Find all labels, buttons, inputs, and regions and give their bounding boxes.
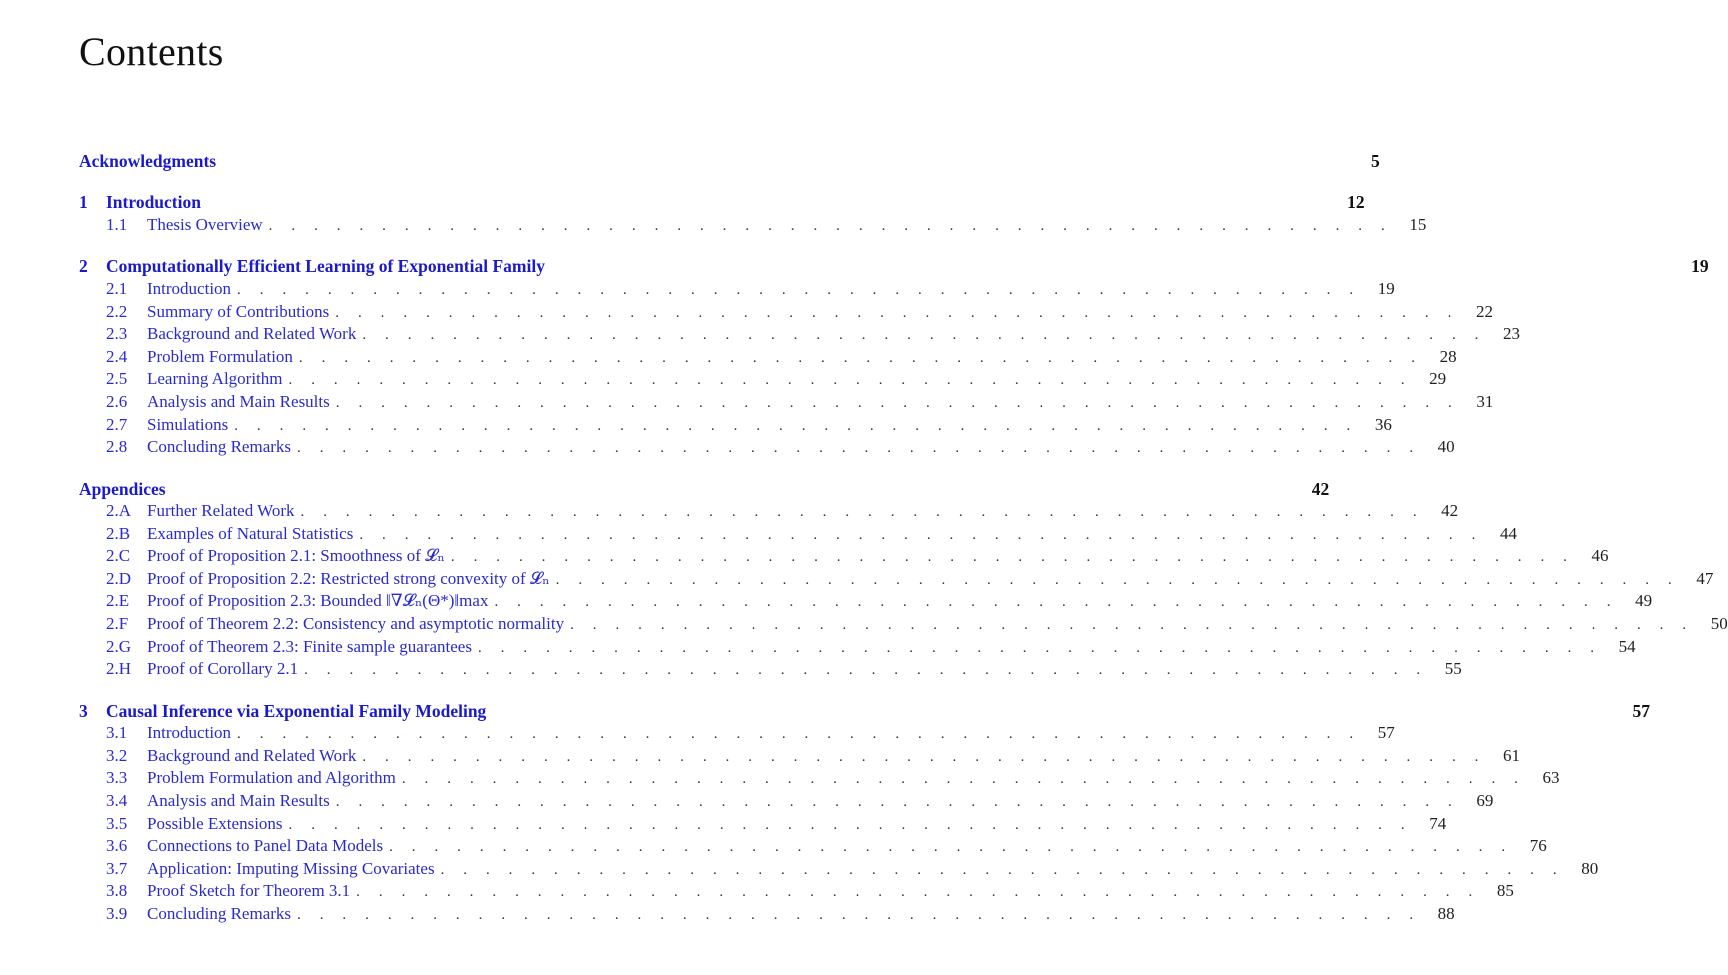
toc-entry-acknowledgments[interactable]	[79, 150, 1380, 173]
toc-section-title[interactable]: Proof of Corollary 2.1	[147, 659, 299, 679]
toc-section-number: 3.8	[106, 881, 128, 901]
toc-section-title[interactable]: Background and Related Work	[147, 745, 357, 765]
dot-leader: . . . . . . . . . . . . . . . . . . . . . . . . . . . . . . . . . . . . . . . . . . . . . . . . . .	[288, 816, 1413, 833]
dot-leader: . . . . . . . . . . . . . . . . . . . . . . . . . . . . . . . . . . . . . . . . . . . . . . . . . .	[440, 861, 1565, 878]
toc-section-number: 3.5	[106, 813, 128, 833]
dot-leader: . . . . . . . . . . . . . . . . . . . . . . . . . . . . . . . . . . . . . . . . . . . . . . . . . .	[401, 771, 1526, 788]
toc-section-title[interactable]: Background and Related Work	[147, 324, 357, 344]
toc-section-number: 3.3	[106, 768, 128, 788]
toc-section-number: 2.B	[106, 523, 131, 543]
toc-section-page[interactable]: 19	[1377, 278, 1395, 298]
toc-section-title[interactable]: Thesis Overview	[147, 214, 263, 234]
toc-section-number: 3.2	[106, 745, 128, 765]
toc-section-title[interactable]: Problem Formulation and Algorithm	[147, 768, 396, 788]
dot-leader: . . . . . . . . . . . . . . . . . . . . . . . . . . . . . . . . . . . . . . . . . . . . . . . . . .	[300, 504, 1425, 521]
toc-section-title[interactable]: Proof of Theorem 2.2: Consistency and asymptotic normality	[147, 614, 565, 634]
toc-section-title[interactable]: Examples of Natural Statistics	[147, 523, 354, 543]
dot-leader: . . . . . . . . . . . . . . . . . . . . . . . . . . . . . . . . . . . . . . . . . . . . . . . . . .	[298, 349, 1423, 366]
toc-section-title[interactable]: Connections to Panel Data Models	[147, 836, 384, 856]
dot-leader: . . . . . . . . . . . . . . . . . . . . . . . . . . . . . . . . . . . . . . . . . . . . . . . . . .	[237, 281, 1361, 298]
toc-section-page[interactable]: 44	[1499, 523, 1517, 543]
dot-leader: . . . . . . . . . . . . . . . . . . . . . . . . . . . . . . . . . . . . . . . . . . . . . . . . . .	[288, 372, 1413, 389]
toc-chapter-page[interactable]: 12	[1347, 192, 1365, 213]
toc-entry-title[interactable]: Acknowledgments	[79, 151, 217, 171]
toc-section-number: 2.8	[106, 437, 128, 457]
dot-leader: . . . . . . . . . . . . . . . . . . . . . . . . . . . . . . . . . . . . . . . . . . . . . . . . . .	[362, 748, 1487, 765]
toc-section-number: 2.4	[106, 346, 128, 366]
toc-section-number: 2.A	[106, 501, 132, 521]
toc-section-page[interactable]: 85	[1496, 881, 1514, 901]
dot-leader: . . . . . . . . . . . . . . . . . . . . . . . . . . . . . . . . . . . . . . . . . . . . . . . . . .	[555, 571, 1680, 588]
dot-leader: . . . . . . . . . . . . . . . . . . . . . . . . . . . . . . . . . . . . . . . . . . . . . . . . . .	[234, 417, 1358, 434]
toc-section-page[interactable]: 46	[1591, 546, 1609, 566]
toc-section-title[interactable]: Proof of Proposition 2.3: Bounded ‖∇𝓛ₙ(Θ*)‖max	[147, 591, 489, 611]
dot-leader: . . . . . . . . . . . . . . . . . . . . . . . . . . . . . . . . . . . . . . . . . . . . . . . . . .	[297, 907, 1421, 923]
toc-section-title[interactable]: Possible Extensions	[147, 813, 283, 833]
dot-leader: . . . . . . . . . . . . . . . . . . . . . . . . . . . . . . . . . . . . . . . . . . . . . . . . . .	[356, 884, 1480, 901]
toc-section[interactable]	[79, 880, 1514, 903]
toc-section-number: 3.6	[106, 836, 128, 856]
toc-section-number: 2.7	[106, 414, 128, 434]
toc-section-title[interactable]: Proof Sketch for Theorem 3.1	[147, 881, 351, 901]
toc-section-page[interactable]: 57	[1377, 723, 1395, 743]
toc-section[interactable]	[79, 323, 1521, 346]
toc-section[interactable]	[79, 745, 1521, 768]
toc-section[interactable]	[79, 722, 1395, 745]
toc-chapter-number: 1	[79, 192, 88, 213]
toc-section-number: 2.D	[106, 568, 132, 588]
toc-section[interactable]	[79, 858, 1599, 881]
page-title: Contents	[79, 29, 224, 74]
toc-section-page[interactable]: 54	[1618, 636, 1636, 656]
toc-section-number: 2.H	[106, 659, 132, 679]
dot-leader: . . . . . . . . . . . . . . . . . . . . . . . . . . . . . . . . . . . . . . . . . . . . . . . . . .	[450, 549, 1575, 566]
toc-section[interactable]	[79, 278, 1395, 301]
toc-section-page[interactable]: 88	[1437, 904, 1455, 923]
toc-section-page[interactable]: 76	[1529, 836, 1547, 856]
toc-section[interactable]	[79, 568, 1714, 591]
toc-entry-page[interactable]: 42	[1311, 478, 1330, 499]
toc-section[interactable]	[79, 590, 1653, 613]
toc-section-title[interactable]: Introduction	[147, 278, 232, 298]
toc-section-title[interactable]: Concluding Remarks	[147, 437, 292, 457]
toc-section-page[interactable]: 29	[1429, 369, 1447, 389]
toc-section[interactable]	[79, 790, 1494, 813]
toc-section-page[interactable]: 55	[1444, 659, 1462, 679]
toc-section-page[interactable]: 36	[1374, 414, 1392, 434]
toc-section-title[interactable]: Further Related Work	[147, 501, 295, 521]
dot-leader: . . . . . . . . . . . . . . . . . . . . . . . . . . . . . . . . . . . . . . . . . . . . . . . . . .	[359, 526, 1483, 543]
toc-section[interactable]	[79, 214, 1427, 237]
dot-leader: . . . . . . . . . . . . . . . . . . . . . . . . . . . . . . . . . . . . . . . . . . . . . . . . . .	[268, 217, 1393, 234]
toc-section-title[interactable]: Application: Imputing Missing Covariates	[147, 858, 435, 878]
toc-chapter-page[interactable]: 19	[1691, 256, 1709, 277]
toc-section-number: 2.2	[106, 301, 128, 321]
toc-section[interactable]	[79, 391, 1494, 414]
dot-leader: . . . . . . . . . . . . . . . . . . . . . . . . . . . . . . . . . . . . . . . . . . . . . . . . . .	[570, 617, 1694, 634]
toc-section[interactable]	[79, 636, 1636, 659]
toc-chapter-number: 2	[79, 256, 88, 277]
toc-section[interactable]	[79, 414, 1392, 437]
toc-section-page[interactable]: 15	[1409, 214, 1427, 234]
toc-chapter-title[interactable]: Causal Inference via Exponential Family Modeling	[106, 700, 487, 721]
toc-chapter-number: 3	[79, 700, 88, 721]
dot-leader: . . . . . . . . . . . . . . . . . . . . . . . . . . . . . . . . . . . . . . . . . . . . . . . . . .	[335, 304, 1459, 321]
toc-entry-title[interactable]: Appendices	[79, 478, 166, 499]
toc-section[interactable]	[79, 368, 1447, 391]
toc-section[interactable]	[79, 767, 1560, 790]
toc-section-number: 2.C	[106, 546, 131, 566]
toc-section-title[interactable]: Proof of Proposition 2.1: Smoothness of 𝓛ₙ	[147, 546, 445, 566]
toc-chapter-2[interactable]	[79, 255, 1709, 278]
toc-section-title[interactable]: Proof of Proposition 2.2: Restricted strong convexity of 𝓛ₙ	[147, 568, 550, 588]
toc-section-title[interactable]: Proof of Theorem 2.3: Finite sample guarantees	[147, 636, 472, 656]
toc-section-page[interactable]: 63	[1542, 768, 1560, 788]
toc-section-page[interactable]: 40	[1437, 437, 1455, 457]
toc-section-number: 2.3	[106, 324, 128, 344]
toc-section-title[interactable]: Analysis and Main Results	[147, 791, 330, 811]
toc-section[interactable]	[79, 346, 1457, 369]
toc-section-title[interactable]: Problem Formulation	[147, 346, 293, 366]
toc-section-page[interactable]: 80	[1581, 858, 1599, 878]
toc-section-page[interactable]: 22	[1475, 301, 1493, 321]
toc-entry-page[interactable]: 5	[1371, 151, 1380, 171]
dot-leader: . . . . . . . . . . . . . . . . . . . . . . . . . . . . . . . . . . . . . . . . . . . . . . . . . .	[237, 726, 1361, 743]
toc-section-number: 3.7	[106, 858, 128, 878]
toc-section-number: 3.4	[106, 791, 128, 811]
toc-chapter-title[interactable]: Introduction	[106, 192, 201, 213]
toc-section[interactable]	[79, 658, 1462, 681]
toc-section[interactable]	[79, 813, 1447, 836]
toc-section-number: 2.F	[106, 614, 129, 634]
toc-section[interactable]	[79, 523, 1517, 546]
table-of-contents	[79, 150, 1728, 926]
toc-section-page[interactable]: 50	[1710, 614, 1728, 634]
toc-section-title[interactable]: Summary of Contributions	[147, 301, 330, 321]
toc-chapter-1[interactable]	[79, 191, 1365, 214]
toc-section-title[interactable]: Analysis and Main Results	[147, 391, 330, 411]
toc-section-title[interactable]: Simulations	[147, 414, 229, 434]
toc-entry-appendices[interactable]	[79, 478, 1330, 501]
dot-leader: . . . . . . . . . . . . . . . . . . . . . . . . . . . . . . . . . . . . . . . . . . . . . . . . . .	[389, 839, 1513, 856]
toc-chapter-page[interactable]: 57	[1632, 700, 1650, 721]
dot-leader: . . . . . . . . . . . . . . . . . . . . . . . . . . . . . . . . . . . . . . . . . . . . . . . . . .	[477, 639, 1602, 656]
toc-section-title[interactable]: Concluding Remarks	[147, 904, 292, 923]
dot-leader: . . . . . . . . . . . . . . . . . . . . . . . . . . . . . . . . . . . . . . . . . . . . . . . . . .	[304, 662, 1428, 679]
toc-section-number: 2.6	[106, 391, 128, 411]
toc-section[interactable]	[79, 500, 1459, 523]
dot-leader: . . . . . . . . . . . . . . . . . . . . . . . . . . . . . . . . . . . . . . . . . . . . . . . . . .	[297, 440, 1421, 457]
toc-section-page[interactable]: 61	[1503, 745, 1521, 765]
toc-section-number: 2.G	[106, 636, 132, 656]
toc-section[interactable]	[79, 835, 1547, 858]
toc-chapter-title[interactable]: Computationally Efficient Learning of Exponential Family	[106, 256, 545, 277]
toc-section-page[interactable]: 74	[1429, 813, 1447, 833]
toc-section[interactable]	[79, 613, 1728, 636]
toc-section[interactable]	[79, 436, 1455, 459]
dot-leader: . . . . . . . . . . . . . . . . . . . . . . . . . . . . . . . . . . . . . . . . . . . . . . . . . .	[362, 327, 1487, 344]
toc-section-number: 2.5	[106, 369, 128, 389]
toc-section-page[interactable]: 49	[1635, 591, 1653, 611]
toc-section[interactable]	[79, 545, 1609, 568]
toc-section-number: 2.E	[106, 591, 130, 611]
toc-section-number: 3.9	[106, 904, 128, 923]
toc-section-title[interactable]: Introduction	[147, 723, 232, 743]
toc-section-number: 1.1	[106, 214, 128, 234]
dot-leader: . . . . . . . . . . . . . . . . . . . . . . . . . . . . . . . . . . . . . . . . . . . . . . . . . .	[494, 594, 1619, 611]
dot-leader: . . . . . . . . . . . . . . . . . . . . . . . . . . . . . . . . . . . . . . . . . . . . . . . . . .	[335, 394, 1460, 411]
toc-section[interactable]	[79, 301, 1493, 324]
toc-section-number: 3.1	[106, 723, 128, 743]
toc-section-page[interactable]: 28	[1439, 346, 1457, 366]
toc-section-page[interactable]: 42	[1441, 501, 1459, 521]
toc-chapter-3[interactable]	[79, 700, 1650, 723]
toc-section-number: 2.1	[106, 278, 128, 298]
toc-section-page[interactable]: 31	[1476, 391, 1494, 411]
toc-section[interactable]	[79, 903, 1455, 926]
dot-leader: . . . . . . . . . . . . . . . . . . . . . . . . . . . . . . . . . . . . . . . . . . . . . . . . . .	[335, 794, 1460, 811]
toc-section-page[interactable]: 23	[1503, 324, 1521, 344]
toc-section-page[interactable]: 47	[1696, 568, 1714, 588]
toc-section-title[interactable]: Learning Algorithm	[147, 369, 283, 389]
toc-section-page[interactable]: 69	[1476, 791, 1494, 811]
